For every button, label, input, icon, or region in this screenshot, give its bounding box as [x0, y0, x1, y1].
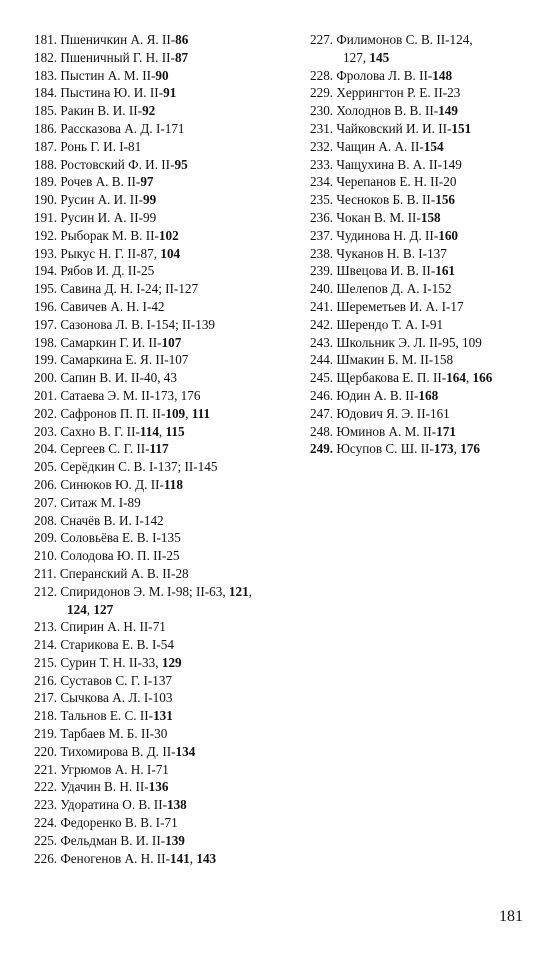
index-entry: [34, 351, 296, 369]
index-entry-line: [34, 619, 166, 634]
index-entry: [310, 369, 540, 387]
index-entry-line: [310, 424, 456, 439]
entry-text: Юсупов С. Ш. II-: [333, 441, 434, 457]
index-entry-line: [34, 103, 155, 118]
index-entry-line: [34, 192, 156, 207]
page-ref-bold: 118: [163, 476, 183, 492]
index-entry: [34, 120, 296, 138]
entry-text: 219. Тарбаев М. Б. II-30: [34, 726, 168, 742]
page-ref-bold: 156: [435, 192, 455, 208]
entry-text: 241. Шереметьев И. А. I-17: [310, 298, 464, 314]
index-entry-line: [310, 335, 482, 350]
index-entry: [310, 262, 540, 280]
index-entry-line: [34, 370, 177, 385]
index-entry-line: [34, 513, 164, 528]
index-entry: [34, 494, 296, 512]
entry-text: 200. Сапин В. И. II-40, 43: [34, 370, 177, 386]
page-ref-bold: 141: [169, 850, 190, 866]
index-entry: [34, 476, 296, 494]
entry-text: 203. Сахно В. Г. II-: [34, 423, 140, 439]
page-ref-bold: 249.: [310, 441, 334, 457]
page-ref-bold: 127: [93, 601, 114, 617]
page-ref-bold: 95: [174, 156, 188, 172]
index-entry: [310, 405, 540, 423]
index-entry-line: [34, 797, 187, 812]
page-ref-bold: 160: [438, 227, 458, 243]
index-entry: [34, 156, 296, 174]
entry-text: 182. Пшеничный Г. Н. II-: [34, 49, 175, 65]
page-ref-bold: 97: [140, 174, 154, 190]
entry-text: 242. Шерендо Т. А. I-91: [310, 316, 444, 332]
entry-text: 238. Чуканов Н. В. I-137: [310, 245, 447, 261]
index-entry: [34, 173, 296, 191]
index-entry-line: [34, 495, 141, 510]
index-entry-line: [310, 281, 451, 296]
page-ref-bold: 136: [148, 779, 169, 795]
entry-text: 184. Пыстина Ю. И. II-: [34, 85, 164, 101]
page-ref-bold: 139: [165, 832, 185, 848]
page-ref-bold: 114: [139, 423, 159, 439]
page-ref-bold: 171: [436, 423, 456, 439]
entry-text: 183. Пыстин А. М. II-: [34, 67, 156, 83]
entry-text: 193. Рыкус Н. Г. II-87,: [34, 245, 161, 261]
entry-text: 246. Юдин А. В. II-: [310, 387, 419, 403]
index-entry-line: [34, 228, 179, 243]
entry-text: 197. Сазонова Л. В. I-154; II-139: [34, 316, 216, 332]
page-ref-bold: 111: [191, 405, 211, 421]
entry-text: 216. Суставов С. Г. I-137: [34, 672, 173, 688]
index-entry-line: [310, 121, 471, 136]
index-entry-line: [310, 85, 460, 100]
index-entry: [34, 262, 296, 280]
page-ref-bold: 109: [165, 405, 186, 421]
index-entry-line: [34, 406, 210, 421]
index-entry: [34, 227, 296, 245]
entry-text: 202. Сафронов П. П. II-: [34, 405, 166, 421]
index-entry-line: [34, 441, 169, 456]
index-entry: [310, 173, 540, 191]
index-entry-line: [310, 157, 462, 172]
index-entry: [310, 31, 540, 67]
index-entry-line: [34, 851, 216, 866]
index-entry: [34, 618, 296, 636]
index-entry: [34, 672, 296, 690]
entry-text: 209. Соловьёва Е. В. I-135: [34, 530, 181, 546]
index-entry-line: [310, 139, 444, 154]
page-ref-bold: 102: [158, 227, 179, 243]
index-entry-line: [310, 68, 452, 83]
index-entry: [310, 351, 540, 369]
entry-text: 234. Черепанов Е. Н. II-20: [310, 174, 457, 190]
index-entry-line: [310, 263, 455, 278]
entry-text: 243. Школьник Э. Л. II-95, 109: [310, 334, 482, 350]
index-entry: [310, 138, 540, 156]
page-ref-bold: 158: [420, 209, 441, 225]
entry-text: 247. Юдович Я. Э. II-161: [310, 405, 450, 421]
entry-text: 208. Сначёв В. И. I-142: [34, 512, 164, 528]
entry-text: 229. Херрингтон Р. Е. II-23: [310, 85, 461, 101]
index-entry: [34, 707, 296, 725]
entry-text: 181. Пшеничкин А. Я. II-: [34, 32, 176, 47]
index-entry: [310, 440, 540, 458]
entry-text: 190. Русин А. И. II-: [34, 192, 143, 208]
entry-text: 240. Шелепов Д. А. I-152: [310, 281, 452, 297]
index-entry-line: [34, 299, 165, 314]
index-entry: [34, 761, 296, 779]
entry-text: 237. Чудинова Н. Д. II-: [310, 227, 439, 243]
index-entry-line: [310, 103, 458, 118]
index-entry: [310, 191, 540, 209]
index-entry-line: [34, 477, 183, 492]
entry-text: 189. Рочев А. В. II-: [34, 174, 141, 190]
page-ref-bold: 166: [472, 370, 493, 386]
entry-text: ,: [185, 405, 192, 421]
entry-text: ,: [248, 583, 252, 599]
entry-text: 194. Рябов И. Д. II-25: [34, 263, 155, 279]
index-entry-line: [34, 263, 154, 278]
index-entry: [34, 84, 296, 102]
index-entry-line: [34, 50, 188, 65]
index-entry: [34, 529, 296, 547]
index-entry-line: [310, 406, 450, 421]
entry-text: 201. Сатаева Э. М. II-173, 176: [34, 387, 201, 403]
index-entry-line: [310, 388, 438, 403]
page-ref-bold: 104: [160, 245, 181, 261]
page-ref-bold: 143: [196, 850, 217, 866]
index-entry-line: [34, 85, 176, 100]
index-entry: [310, 120, 540, 138]
index-entry: [310, 423, 540, 441]
index-entry-line: [34, 157, 188, 172]
page-ref-bold: 148: [432, 67, 453, 83]
index-entry-line: [34, 281, 198, 296]
index-entry: [34, 814, 296, 832]
index-entry-line: [34, 246, 180, 261]
index-entry-line: [34, 548, 180, 563]
index-entry: [310, 67, 540, 85]
index-entry: [34, 565, 296, 583]
page-ref-bold: 107: [161, 334, 182, 350]
index-entry-line: [310, 246, 447, 261]
index-entry: [34, 547, 296, 565]
page-ref-bold: 173: [433, 441, 454, 457]
page-ref-bold: 164: [446, 370, 466, 386]
index-entry: [34, 850, 296, 868]
page-ref-bold: 176: [460, 441, 480, 457]
index-entry: [34, 31, 296, 49]
page-ref-bold: 115: [165, 423, 185, 439]
index-entry: [34, 689, 296, 707]
entry-text: 186. Рассказова А. Д. I-171: [34, 120, 185, 136]
index-entry-line: [310, 174, 456, 189]
index-entry-line: [34, 32, 188, 47]
index-entry: [34, 778, 296, 796]
index-entry: [310, 280, 540, 298]
index-entry-line: [310, 228, 458, 243]
index-entry-line: [34, 655, 182, 670]
page-ref-bold: 124: [67, 601, 87, 617]
page-ref-bold: 134: [175, 743, 196, 759]
entry-text: 220. Тихомирова В. Д. II-: [34, 743, 176, 759]
entry-text: 230. Холоднов В. В. II-: [310, 103, 439, 119]
index-entry-line: [34, 637, 174, 652]
entry-text: 198. Самаркин Г. И. II-: [34, 334, 162, 350]
index-entry: [310, 316, 540, 334]
page-ref-bold: 149: [438, 103, 458, 119]
index-entry-line: [34, 726, 167, 741]
index-entry-line: [310, 441, 480, 456]
entry-text: 205. Серёдкин С. В. I-137; II-145: [34, 459, 218, 475]
entry-text: 187. Ронь Г. И. I-81: [34, 138, 142, 154]
index-entry: [310, 209, 540, 227]
entry-text: 188. Ростовский Ф. И. II-: [34, 156, 175, 172]
index-entry-line: [310, 317, 443, 332]
index-entry: [34, 49, 296, 67]
index-entry-line: [34, 762, 169, 777]
index-entry-line: [34, 210, 156, 225]
entry-text: 214. Старикова Е. В. I-54: [34, 637, 174, 653]
index-entry: [34, 512, 296, 530]
entry-text: 210. Солодова Ю. П. II-25: [34, 548, 180, 564]
index-entry-line: [34, 779, 168, 794]
index-entry-line: [34, 708, 173, 723]
index-entry-line: [310, 32, 473, 47]
index-entry-line: [34, 68, 169, 83]
entry-text: ,: [86, 601, 94, 617]
page-ref-bold: 131: [153, 708, 173, 724]
entry-text: 244. Шмакин Б. М. II-158: [310, 352, 454, 368]
index-entry-line: [310, 299, 464, 314]
page-ref-bold: 90: [155, 67, 169, 83]
index-entry: [310, 298, 540, 316]
page-ref-bold: 87: [174, 49, 189, 65]
entry-text: 191. Русин И. А. II-99: [34, 209, 157, 225]
index-entry: [34, 583, 296, 619]
index-entry: [34, 369, 296, 387]
entry-text: 223. Удоратина О. В. II-: [34, 797, 167, 813]
index-entry: [34, 725, 296, 743]
page-ref-bold: 161: [435, 263, 455, 279]
index-entry-line: [34, 815, 178, 830]
page-ref-bold: 91: [163, 85, 177, 101]
index-entry: [310, 102, 540, 120]
entry-text: 245. Щербакова Е. П. II-: [310, 370, 447, 386]
index-entry: [34, 743, 296, 761]
index-entry: [34, 387, 296, 405]
page-ref-bold: 99: [142, 192, 157, 208]
index-entry: [34, 334, 296, 352]
entry-text: 211. Сперанский А. В. II-28: [34, 565, 189, 581]
index-entry: [34, 796, 296, 814]
entry-text: 224. Федоренко В. В. I-71: [34, 815, 178, 831]
entry-text: 236. Чокан В. М. II-: [310, 209, 421, 225]
entry-text: 204. Сергеев С. Г. II-: [34, 441, 150, 457]
index-entry: [34, 654, 296, 672]
index-entry-line: [34, 174, 154, 189]
index-entry-line: [34, 139, 141, 154]
index-entry-line: [34, 352, 188, 367]
entry-text: 213. Спирин А. Н. II-71: [34, 619, 166, 635]
entry-text: 232. Чащин А. А. II-: [310, 138, 424, 154]
page-ref-bold: 154: [423, 138, 444, 154]
index-entry-line: [34, 317, 215, 332]
index-entry-line: [34, 690, 172, 705]
index-entry: [34, 440, 296, 458]
entry-text: 227. Филимонов С. В. II-124,: [310, 32, 473, 47]
entry-text: ,: [189, 850, 197, 866]
index-entry: [310, 387, 540, 405]
index-entry: [34, 316, 296, 334]
index-entry: [310, 334, 540, 352]
index-entry-line: [34, 833, 185, 848]
index-entry: [34, 209, 296, 227]
index-entry: [310, 245, 540, 263]
entry-text: 226. Феногенов А. Н. II-: [34, 850, 170, 866]
entry-text: 231. Чайковский И. И. II-: [310, 120, 452, 136]
page-ref-bold: 138: [166, 797, 187, 813]
index-entry: [34, 423, 296, 441]
entry-text: 217. Сычкова А. Л. I-103: [34, 690, 173, 706]
index-entry: [34, 245, 296, 263]
index-entry: [34, 298, 296, 316]
entry-text: 221. Угрюмов А. Н. I-71: [34, 761, 169, 777]
entry-text: 185. Ракин В. И. II-: [34, 103, 143, 119]
entry-text: ,: [158, 423, 166, 439]
index-entry: [34, 102, 296, 120]
index-entry: [310, 156, 540, 174]
entry-text: 239. Швецова И. В. II-: [310, 263, 436, 279]
entry-text: 218. Тальнов Е. С. II-: [34, 708, 154, 724]
entry-text: 207. Ситаж М. I-89: [34, 494, 141, 510]
page-number: 181: [499, 908, 523, 925]
entry-text: 192. Рыборак М. В. II-: [34, 227, 159, 243]
index-entry-line: [310, 210, 441, 225]
index-entry-line: [34, 335, 181, 350]
page-ref-bold: 86: [175, 32, 189, 47]
entry-text: 199. Самаркина Е. Я. II-107: [34, 352, 189, 368]
index-entry: [34, 405, 296, 423]
entry-text: 235. Чесноков Б. В. II-: [310, 192, 436, 208]
page-ref-bold: 117: [149, 441, 169, 457]
page-ref-bold: 145: [369, 49, 390, 65]
entry-text: 195. Савина Д. Н. I-24; II-127: [34, 281, 199, 297]
index-entry-line: [34, 121, 185, 136]
entry-text: 196. Савичев А. Н. I-42: [34, 298, 165, 314]
index-entry-line: [34, 388, 200, 403]
index-entry: [34, 832, 296, 850]
index-entry-line: [34, 566, 189, 581]
index-entry: [34, 636, 296, 654]
index-entry: [34, 67, 296, 85]
entry-text: 248. Юминов А. М. II-: [310, 423, 437, 439]
index-entry-line: [310, 370, 492, 385]
entry-text: 225. Фельдман В. И. II-: [34, 832, 166, 848]
entry-text: 215. Сурин Т. Н. II-33,: [34, 654, 162, 670]
index-entry-line: [34, 673, 172, 688]
index-entry-continuation: [34, 601, 296, 619]
index-entry-line: [310, 192, 455, 207]
page-ref-bold: 92: [142, 103, 156, 119]
index-entry: [34, 280, 296, 298]
entry-text: ,: [465, 370, 473, 386]
index-column-left: [34, 31, 296, 867]
index-entry-line: [34, 459, 217, 474]
index-entry-line: [34, 424, 185, 439]
index-entry-line: [34, 744, 195, 759]
page-ref-bold: 129: [161, 654, 182, 670]
index-column-right: [310, 31, 540, 458]
entry-text: 222. Удачин В. Н. II-: [34, 779, 149, 795]
index-entry-line: [34, 530, 181, 545]
index-entry: [310, 227, 540, 245]
page-ref-bold: 151: [451, 120, 472, 136]
index-entry: [310, 84, 540, 102]
index-entry-line: [310, 352, 453, 367]
entry-text: 233. Чащухина В. А. II-149: [310, 156, 462, 172]
entry-text: 212. Спиридонов Э. М. I-98; II-63,: [34, 583, 229, 599]
index-entry: [34, 138, 296, 156]
entry-text: 206. Синюков Ю. Д. II-: [34, 476, 164, 492]
page-ref-bold: 168: [418, 387, 439, 403]
entry-text: ,: [453, 441, 461, 457]
page-ref-bold: 121: [228, 583, 249, 599]
entry-text: 228. Фролова Л. В. II-: [310, 67, 433, 83]
entry-text: 127,: [343, 49, 370, 65]
index-entry: [34, 458, 296, 476]
index-entry: [34, 191, 296, 209]
index-entry-line: [34, 584, 252, 599]
index-entry-continuation: [310, 49, 540, 67]
